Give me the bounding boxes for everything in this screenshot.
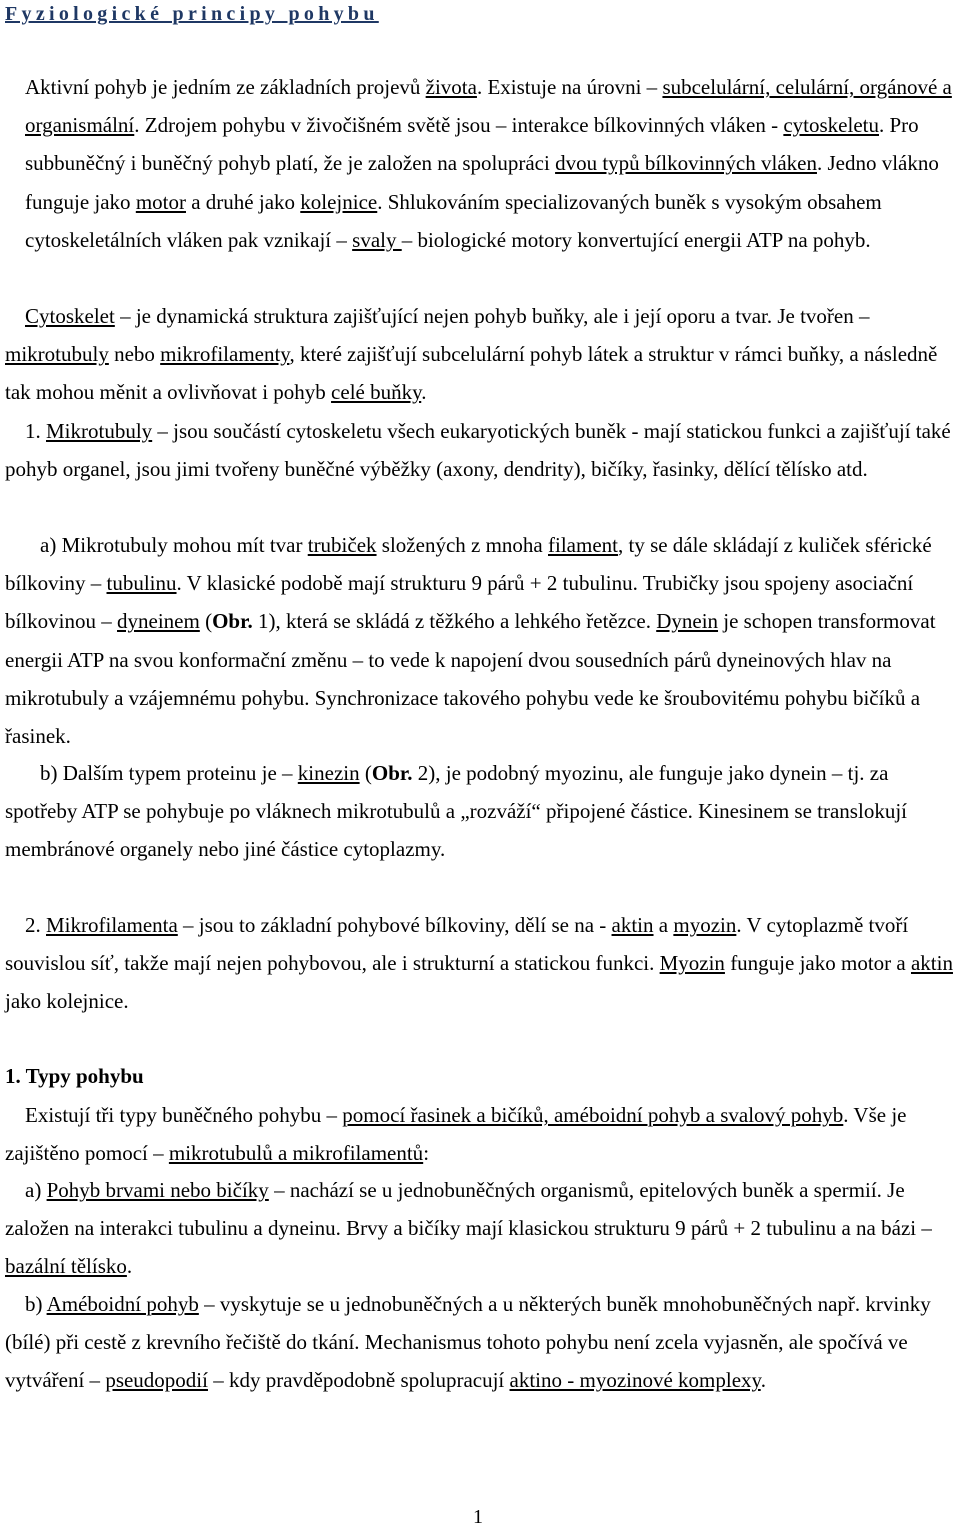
- underlined-term: aktin: [910, 951, 953, 976]
- underlined-term: bazální tělísko: [5, 1254, 127, 1279]
- text-run: . V klasické podobě mají strukturu 9 párů + 2 tubulinu. Trubičky jsou spojeny asociační bílkovinou –: [5, 571, 914, 634]
- paragraph-movement-types: [5, 1096, 955, 1172]
- underlined-term: pomocí řasinek a bičíků, améboidní pohyb a svalový pohyb: [342, 1103, 844, 1127]
- text-run: a: [653, 913, 674, 937]
- text-run: . Existuje na úrovni –: [476, 75, 663, 99]
- text-run: .: [421, 380, 427, 405]
- text-run: .: [760, 1368, 766, 1393]
- paragraph-microtubules-a: [5, 526, 955, 755]
- underlined-term: Pohyb brvami nebo bičíky: [46, 1178, 269, 1202]
- section-heading: 1. Typy pohybu: [5, 1064, 144, 1088]
- underlined-term: kolejnice: [300, 189, 378, 214]
- text-run: 2), je podobný myozinu, ale funguje jako dynein – tj. za spotřeby ATP se pohybuje po vláknech mikrotubulů a „rozváží“ připojené částice. Kinesinem se translokují membránové organely nebo jiné částice cytoplazmy.: [5, 761, 907, 862]
- text-run: 1.: [25, 419, 46, 443]
- text-run: . Zdrojem pohybu v živočišném světě jsou – interakce bílkovinných vláken -: [134, 113, 784, 138]
- bold-term: Obr.: [371, 761, 413, 785]
- text-run: . Jedno vlákno funguje jako: [25, 151, 939, 214]
- underlined-term: Mikrotubuly: [46, 419, 153, 443]
- text-run: :: [423, 1141, 430, 1166]
- paragraph-microtubules-b: [5, 754, 955, 869]
- text-run: funguje jako motor a: [724, 951, 911, 976]
- underlined-term: pseudopodií: [105, 1368, 208, 1393]
- text-run: (: [359, 761, 372, 785]
- underlined-term: Mikrofilamenta: [46, 913, 178, 937]
- underlined-term: cytoskeletu: [783, 113, 879, 138]
- paragraph-amoeboid: [5, 1285, 955, 1400]
- paragraph-cytoskeleton: [5, 297, 955, 412]
- text-run: Existují tři typy buněčného pohybu –: [25, 1103, 343, 1127]
- text-run: , ty se dále skládají z kuliček sférické bílkoviny –: [5, 533, 932, 596]
- paragraph-microtubules: [5, 412, 955, 488]
- text-run: – jsou to základní pohybové bílkoviny, dělí se na -: [177, 913, 612, 937]
- text-run: . V cytoplazmě tvoří souvislou síť, takže mají nejen pohybovou, ale i strukturní a statickou funkci.: [5, 913, 909, 976]
- underlined-term: aktino - myozinové komplexy: [509, 1368, 761, 1393]
- underlined-term: myozin: [673, 913, 737, 937]
- text-run: – biologické motory konvertující energii ATP na pohyb.: [401, 227, 871, 252]
- page-title: Fyziologické principy pohybu: [5, 3, 379, 25]
- underlined-term: tubulinu: [106, 571, 177, 596]
- text-run: . Shlukováním specializovaných buněk s vysokým obsahem cytoskeletálních vláken pak vznikají –: [25, 189, 882, 252]
- paragraph-flagella: [5, 1171, 955, 1286]
- underlined-term: života: [425, 75, 477, 99]
- underlined-term: mikrotubuly: [5, 342, 109, 367]
- paragraph-intro: [5, 68, 955, 259]
- text-run: (: [199, 609, 213, 634]
- underlined-term: aktin: [611, 913, 654, 937]
- underlined-term: subcelulární, celulární, orgánové a organismální: [25, 75, 952, 138]
- underlined-term: celé buňky: [331, 380, 422, 405]
- underlined-term: Cytoskelet: [25, 304, 115, 328]
- text-run: a druhé jako: [185, 189, 301, 214]
- underlined-term: Améboidní pohyb: [46, 1292, 199, 1316]
- underlined-term: filament: [548, 533, 618, 557]
- underlined-term: motor: [135, 189, 186, 214]
- underlined-term: mikrotubulů a mikrofilamentů: [168, 1141, 424, 1166]
- text-run: jako kolejnice.: [5, 989, 129, 1014]
- text-run: b) Dalším typem proteinu je –: [40, 761, 298, 785]
- text-run: je schopen transformovat energii ATP na svou konformační změnu – to vede k napojení dvou sousedních párů dyneinových hlav na mikrotubuly a vzájemnému pohybu. Synchronizace takového pohybu vede ke šroubovitému pohybu bičíků a řasinek.: [5, 609, 936, 749]
- text-run: a): [25, 1178, 47, 1202]
- text-run: – vyskytuje se u jednobuněčných a u některých buněk mnohobuněčných např. krvinky (bílé) při cestě z krevního řečiště do tkání. Mechanismus tohoto pohybu není zcela vyjasněn, ale spočívá ve vytváření –: [5, 1292, 931, 1393]
- paragraph-microfilaments: [5, 906, 955, 1021]
- page-number: 1: [473, 1506, 483, 1528]
- text-run: . Vše je zajištěno pomocí –: [5, 1103, 907, 1166]
- text-run: 2.: [25, 913, 46, 937]
- text-run: – jsou součástí cytoskeletu všech eukaryotických buněk - mají statickou funkci a zajišťují také pohyb organel, jsou jimi tvořeny buněčné výběžky (axony, dendrity), bičíky, řasinky, dělící tělísko atd.: [5, 419, 951, 482]
- underlined-term: Myozin: [659, 951, 725, 976]
- text-run: , které zajišťují subcelulární pohyb látek a struktur v rámci buňky, a následně tak mohou měnit a ovlivňovat i pohyb: [5, 342, 938, 405]
- text-run: .: [126, 1254, 133, 1279]
- text-run: b): [25, 1292, 47, 1316]
- underlined-term: dyneinem: [117, 609, 200, 634]
- underlined-term: Dynein: [656, 609, 719, 634]
- text-run: Aktivní pohyb je jedním ze základních projevů: [25, 75, 426, 99]
- text-run: . Pro subbuněčný i buněčný pohyb platí, že je založen na spolupráci: [25, 113, 919, 176]
- text-run: – kdy pravděpodobně spolupracují: [207, 1368, 510, 1393]
- underlined-term: trubiček: [307, 533, 377, 557]
- underlined-term: kinezin: [297, 761, 360, 785]
- underlined-term: dvou typů bílkovinných vláken: [555, 151, 817, 176]
- text-run: – je dynamická struktura zajišťující nejen pohyb buňky, ale i její oporu a tvar. Je tvořen –: [114, 304, 870, 328]
- text-run: složených z mnoha: [376, 533, 548, 557]
- underlined-term: mikrofilamenty: [160, 342, 290, 367]
- text-run: 1), která se skládá z těžkého a lehkého řetězce.: [252, 609, 657, 634]
- text-run: a) Mikrotubuly mohou mít tvar: [40, 533, 308, 557]
- underlined-term: svaly: [352, 227, 402, 252]
- text-run: – nachází se u jednobuněčných organismů, epitelových buněk a spermií. Je založen na interakci tubulinu a dyneinu. Brvy a bičíky mají klasickou strukturu 9 párů + 2 tubulinu a na bázi –: [5, 1178, 932, 1241]
- bold-term: Obr.: [212, 609, 253, 634]
- text-run: nebo: [108, 342, 161, 367]
